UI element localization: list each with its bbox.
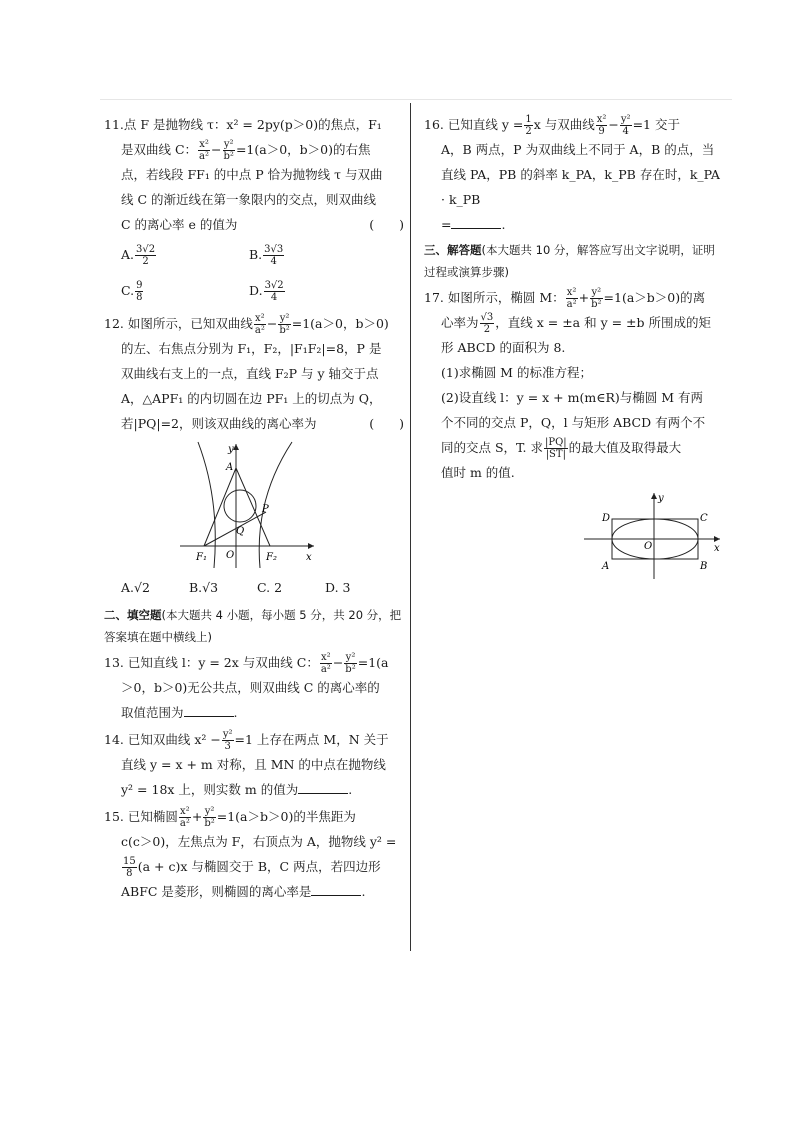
q15-line2: c(c＞0)，左焦点为 F，右顶点为 A，抛物线 y² = xyxy=(121,834,397,849)
section-desc: (本大题共 10 分，解答应写出文字说明，证明过程或演算步骤) xyxy=(424,243,715,279)
section-desc: (本大题共 4 小题，每小题 5 分，共 20 分，把答案填在题中横线上) xyxy=(104,608,402,644)
right-column xyxy=(424,112,722,583)
q11-options xyxy=(104,237,404,309)
question-16 xyxy=(424,112,722,237)
q11-line5 xyxy=(104,212,404,237)
q17-line7: 同的交点 S，T. 求 $\frac{|PQ|}{|ST|}$ 的最大值及取得最大 xyxy=(441,437,682,460)
point-label-o: O xyxy=(644,541,653,552)
axis-label-y: y xyxy=(658,493,664,504)
q13-line2: ＞0，b＞0)无公共点，则双曲线 C 的离心率的 xyxy=(121,680,380,695)
option-b: B. $\frac{3√3}{4}$ xyxy=(249,244,284,267)
q12-options xyxy=(104,574,404,602)
q17-line5: (2)设直线 l：y = x + m(m∈R)与椭圆 M 有两 xyxy=(441,390,703,405)
q11-line3: 点，若线段 FF₁ 的中点 P 恰为抛物线 τ 与双曲 xyxy=(121,167,383,182)
option-a: A.√2 xyxy=(121,580,150,595)
answer-blank[interactable] xyxy=(311,881,361,896)
q12-line4: A，△APF₁ 的内切圆在边 PF₁ 上的切点为 Q， xyxy=(121,391,382,406)
axis-label-y: y xyxy=(228,444,234,455)
point-label-a: A xyxy=(226,462,234,473)
section-fill-in xyxy=(104,604,404,648)
point-label-p: P xyxy=(262,504,269,515)
q15-line3: $\frac{15}{8}$ (a + c)x 与椭圆交于 B，C 两点，若四边形 xyxy=(123,856,381,879)
left-column xyxy=(104,112,404,906)
q16-line3: 直线 PA，PB 的斜率 k_PA，k_PB 存在时，k_PA · k_PB xyxy=(441,167,720,207)
question-12 xyxy=(104,311,404,602)
q13-line3: 取值范围为 . xyxy=(104,700,404,725)
option-d: D. 3 xyxy=(325,580,351,595)
q14-line2: 直线 y = x + m 对称，且 MN 的中点在抛物线 xyxy=(121,757,386,772)
option-d: D. $\frac{3√2}{4}$ xyxy=(249,280,284,303)
q16-line4: = . xyxy=(424,212,722,237)
q16-line2: A，B 两点，P 为双曲线上不同于 A，B 的点，当 xyxy=(441,142,715,157)
question-13 xyxy=(104,650,404,725)
option-c: C. 2 xyxy=(257,580,283,595)
option-a: A. $\frac{3√2}{2}$ xyxy=(121,244,156,267)
q17-line2: 心率为 $\frac{√3}{2}$ ，直线 x = ±a 和 y = ±b 所围成的矩 xyxy=(441,312,711,335)
q11-line4: 线 C 的渐近线在第一象限内的交点，则双曲线 xyxy=(121,192,377,207)
section-title: 二、填空题 xyxy=(104,608,162,622)
fraction: $\frac{\text{y²}}{\text{b²}}$ xyxy=(223,139,234,162)
section-solutions xyxy=(424,239,722,283)
question-11 xyxy=(104,112,404,309)
point-label-b: B xyxy=(700,561,708,572)
question-14 xyxy=(104,727,404,802)
hyperbola-figure xyxy=(180,440,320,570)
q11-text: C 的离心率 e 的值为 xyxy=(121,217,238,232)
q17-line1: 17. 如图所示，椭圆 M： $\frac{\text{x²}}{\text{a²}}$ + $\frac{\text{y²}}{\text{b²}}$ =1(a＞b＞0)的离 xyxy=(424,287,706,310)
point-label-f2: F₂ xyxy=(266,552,277,563)
option-c: C. $\frac{9}{8}$ xyxy=(121,280,143,303)
top-rule xyxy=(100,99,732,100)
ellipse-rectangle-figure xyxy=(584,491,724,581)
q14-line1: 14. 已知双曲线 x² − $\frac{\text{y²}}{3}$ =1 上存在两点 M，N 关于 xyxy=(104,729,389,752)
q17-line6: 个不同的交点 P，Q，l 与矩形 ABCD 有两个不 xyxy=(441,415,706,430)
q12-line2: 的左、右焦点分别为 F₁，F₂，|F₁F₂|=8，P 是 xyxy=(121,341,382,356)
point-label-d: D xyxy=(602,513,611,524)
q17-line3: 形 ABCD 的面积为 8. xyxy=(441,340,566,355)
point-label-c: C xyxy=(700,513,708,524)
column-divider xyxy=(410,103,411,951)
axis-label-x: x xyxy=(306,552,312,563)
question-15 xyxy=(104,804,404,904)
q11-line2: 是双曲线 C： $\frac{\text{x²}}{\text{a²}}$ − $\frac{\text{y²}}{\text{b²}}$ =1(a＞0，b＞0)的右焦 xyxy=(121,139,371,162)
q11-line1: 11.点 F 是抛物线 τ：x² = 2py(p＞0)的焦点，F₁ xyxy=(104,117,382,132)
q11-text: =1(a＞0，b＞0)的右焦 xyxy=(235,142,371,157)
point-label-a: A xyxy=(602,561,610,572)
q12-line1: 12. 如图所示，已知双曲线 $\frac{\text{x²}}{\text{a²}}$ − $\frac{\text{y²}}{\text{b²}}$ =1(a＞0，b＞0) xyxy=(104,313,389,336)
q12-line3: 双曲线右支上的一点，直线 F₂P 与 y 轴交于点 xyxy=(121,366,379,381)
q11-text: 是双曲线 C： xyxy=(121,142,198,157)
question-17 xyxy=(424,285,722,581)
section-title: 三、解答题 xyxy=(424,243,482,257)
q17-line4: (1)求椭圆 M 的标准方程； xyxy=(441,365,592,380)
axis-label-x: x xyxy=(714,543,720,554)
fraction: $\frac{\text{x²}}{\text{a²}}$ xyxy=(199,139,210,162)
point-label-o: O xyxy=(226,550,235,561)
q13-line1: 13. 已知直线 l：y = 2x 与双曲线 C： $\frac{\text{x²}}{\text{a²}}$ − $\frac{\text{y²}}{\text{b²}}$ =1(a xyxy=(104,652,389,675)
q16-line1: 16. 已知直线 y = $\frac{1}{2}$ x 与双曲线 $\frac{\text{x²}}{9}$ − $\frac{\text{y²}}{4}$ =1 交于 xyxy=(424,114,680,137)
answer-paren: ( ) xyxy=(369,416,404,431)
point-label-q: Q xyxy=(236,526,245,537)
answer-blank[interactable] xyxy=(451,214,501,229)
answer-paren: ( ) xyxy=(369,217,404,232)
point-label-f1: F₁ xyxy=(196,552,207,563)
q12-line5: 若|PQ|=2，则该双曲线的离心率为 ( ) xyxy=(104,411,404,436)
q15-line1: 15. 已知椭圆 $\frac{\text{x²}}{\text{a²}}$ + $\frac{\text{y²}}{\text{b²}}$ =1(a＞b＞0)的半焦距为 xyxy=(104,806,356,829)
answer-blank[interactable] xyxy=(298,779,348,794)
q15-line4: ABFC 是菱形，则椭圆的离心率是 . xyxy=(104,879,404,904)
option-b: B.√3 xyxy=(189,580,219,595)
q14-line3: y² = 18x 上，则实数 m 的值为 . xyxy=(104,777,404,802)
answer-blank[interactable] xyxy=(184,702,234,717)
q17-line8: 值时 m 的值. xyxy=(441,465,515,480)
